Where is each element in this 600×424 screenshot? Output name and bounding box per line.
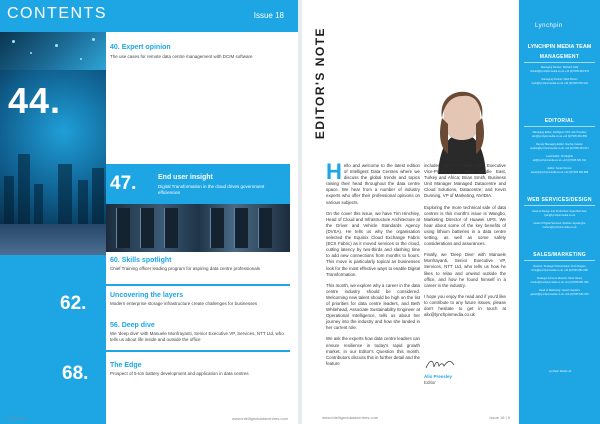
editor-portrait bbox=[418, 74, 506, 174]
lynchpin-logo: Lynchpin bbox=[535, 23, 563, 29]
team-line: Managing Partner: Richard Judd bbox=[540, 66, 579, 69]
team-line: ryan@lynchpinmedia.co.uk bbox=[543, 214, 576, 217]
paragraph: I hope you enjoy the read and if you'd like to contribute to any future issues, please don't hesitate to get in touch at alix@lynchpinmedia.co.uk bbox=[424, 293, 506, 318]
contents-page bbox=[0, 0, 298, 424]
team-section-web: WEB SERVICES/DESIGN bbox=[527, 197, 592, 203]
server-racks-image bbox=[106, 204, 290, 252]
contents-header bbox=[0, 0, 298, 32]
paragraph: includes input from Nabil Khalil, Executive Vice-President of R&M Middle East, Turkey and Africa; Brian Smith, Business Unit Manager Managed Datacentre and Cloud Solutions, Datacentre; and Kevin Dunning, VP of Marketing, NVIDIA. bbox=[424, 163, 506, 199]
team-line: roshan@lynchpinmedia.co.uk bbox=[542, 226, 577, 229]
divider bbox=[524, 260, 595, 261]
item-desc: Digital Transformation in the cloud drives government efficiencies bbox=[158, 184, 265, 195]
editors-note-title-wrap bbox=[310, 20, 327, 160]
contents-title: CONTENTS bbox=[7, 5, 107, 22]
item-number: 40. bbox=[110, 44, 120, 51]
team-line: mark@lynchpinmedia.co.uk +44 (0)7935 681 932 bbox=[531, 82, 588, 85]
team-line: Head of Digital Services: Roshan Jayasinghe bbox=[533, 222, 586, 225]
item-desc: Chief Training officer leading program for aspiring data centre professionals bbox=[110, 266, 260, 271]
team-line: Strategic Account Director: Mark Cleary bbox=[536, 277, 583, 280]
item-title-wrap bbox=[110, 362, 142, 369]
left-folio: 4 | Issue 18 bbox=[6, 416, 27, 421]
item-number: 60. bbox=[110, 257, 120, 264]
team-line: Managing Editor, Intelligent CXO: Alix Pressley bbox=[532, 131, 587, 134]
item-title: The Edge bbox=[110, 362, 142, 369]
divider bbox=[524, 126, 595, 127]
contents-item-40[interactable] bbox=[110, 44, 171, 51]
item-number: 47. bbox=[110, 173, 137, 194]
feature-desc: Go easy and get there – Network automation helps you the way ahead bbox=[218, 130, 292, 141]
item-title: Deep dive bbox=[121, 322, 155, 329]
team-line: Head of Marketing: Gareth Sanders bbox=[539, 289, 580, 292]
item-title: Skills spotlight bbox=[121, 257, 172, 264]
item-number: 51. bbox=[110, 195, 120, 202]
editorial-column-2 bbox=[424, 163, 506, 323]
network-image bbox=[0, 32, 106, 71]
team-line: sophie@lynchpinmedia.co.uk +44 (0)7935 681 817 bbox=[530, 147, 589, 150]
divider bbox=[524, 62, 595, 63]
team-line: gareth@lynchpinmedia.co.uk +44 (0)7935 681 819 bbox=[530, 293, 589, 296]
right-folio: Issue 18 | 5 bbox=[489, 415, 510, 420]
team-line: Director, Strategic Partnerships: Chris Rogers bbox=[533, 265, 586, 268]
right-footer-url: www.intelligentdatacentres.com bbox=[322, 415, 379, 420]
editors-note-title: EDITOR'S NOTE bbox=[313, 26, 327, 140]
item-desc: The use cases for remote data centre management with DCIM software bbox=[110, 54, 253, 59]
item-62-rule bbox=[106, 284, 290, 286]
signature-role: Editor bbox=[424, 380, 436, 385]
team-line: alix@lynchpinmedia.co.uk +44 (0)7935 681 883 bbox=[532, 135, 587, 138]
item-title: Intelligent technologies bbox=[121, 195, 200, 202]
signature bbox=[424, 357, 464, 371]
feature-title: Feature bbox=[266, 120, 292, 127]
paragraph: We ask the experts how data centre leaders can ensure resilience in today's rapid growth market, in our Editor's Question this month. Contributors discuss this in further detail and the feature bbox=[326, 336, 420, 366]
item-68-rule bbox=[106, 350, 290, 352]
drop-cap: H bbox=[326, 159, 342, 184]
desk-image bbox=[0, 224, 106, 255]
item-desc: We 'deep dive' with Manuele Monfrayanti, Senior Executive VP, Services, NTT Ltd, who tells us about life inside and outside the office bbox=[110, 331, 284, 342]
team-line: chris@lynchpinmedia.co.uk +44 (0)7935 681 808 bbox=[531, 269, 588, 272]
item-title: End user insight bbox=[158, 174, 213, 181]
item-desc: Prospect of 5-ton battery development and application in data centres bbox=[110, 371, 249, 376]
item-title-wrap bbox=[110, 292, 183, 299]
team-section-sales: SALES/MARKETING bbox=[533, 252, 586, 258]
edge-blue-box bbox=[0, 324, 106, 410]
paragraph: Finally, we 'Deep Dive' with Manuele Monfrayanti, Senior Executive VP, Services, NTT Ltd, who tells us how he likes to relax and unwind outside the office, and how he found himself in a career in the industry. bbox=[424, 252, 506, 288]
editorial-column-1 bbox=[326, 159, 420, 372]
team-line: Managing Partner: Mark Brown bbox=[541, 78, 578, 81]
item-number: 56. bbox=[110, 322, 120, 329]
team-title: LYNCHPIN MEDIA TEAM bbox=[527, 44, 592, 50]
item-title: Uncovering the layers bbox=[110, 292, 184, 299]
item-number: 62. bbox=[60, 293, 87, 314]
signature-name: Alix Pressley bbox=[424, 374, 453, 379]
team-line: Editor: Sarah Simms bbox=[547, 167, 572, 170]
paragraph: This month, we explore why a career in the data centre industry should be considered. Welcoming new talent should be high on the list of priorities for data centre leaders, and Beth Whitehead, Associate Sustainability Engineer at Operational Intelligence, tells us about her journey into the industry and how she landed in her current role. bbox=[326, 282, 420, 331]
team-section-editorial: EDITORIAL bbox=[544, 118, 575, 124]
team-sidebar bbox=[519, 0, 600, 424]
left-footer-url: www.intelligentdatacentres.com bbox=[231, 416, 288, 421]
contents-item-51[interactable] bbox=[110, 195, 200, 202]
issue-label: Issue 18 bbox=[253, 11, 284, 20]
paragraph: On the cover this issue, we have Tim Hinchley, Head of Cloud and Infrastructure Architecture at the Driver and Vehicle Standards Agency (DVSA). He tells us why the organisation selected the Equinix Cloud Exchange Fabric (ECX Fabric) as it moved services to the cloud, cutting latency by two-thirds and slashing time to add new connections from months to hours. This move is particularly topical as businesses look for the most effective ways to enable Digital Transformation. bbox=[326, 210, 420, 277]
item-number: 68. bbox=[62, 363, 89, 384]
contents-item-56[interactable] bbox=[110, 322, 155, 329]
paragraph: Exploring the more technical side of data centres is this month's issue is Wangbo, Marketing Director of Huawei UPS. We hear about some of the key benefits of using lithium batteries in a data centre setting, as well as some safety considerations and assurances. bbox=[424, 204, 506, 247]
team-line: ali@lynchpinmedia.co.uk +44 (0)7935 681 811 bbox=[532, 159, 587, 162]
team-line: Lead Editor: Ali Mughal bbox=[546, 155, 573, 158]
divider bbox=[524, 205, 595, 206]
blue-box bbox=[0, 255, 106, 324]
team-footer: Lynchpin Media Ltd bbox=[548, 370, 572, 373]
item-desc: Modern enterprise storage infrastructure create challenges for businesses bbox=[110, 301, 258, 306]
team-line: markc@lynchpinmedia.co.uk +44 (0)7935 681 825 bbox=[530, 281, 589, 284]
team-line: Head of Design and Production: Ryan Barnham bbox=[532, 210, 587, 213]
item-title: Expert opinion bbox=[121, 44, 171, 51]
team-line: richard@lynchpinmedia.co.uk +44 (0)7935 681 879 bbox=[530, 70, 589, 73]
contents-item-60[interactable] bbox=[110, 257, 171, 264]
team-line: sarah@lynchpinmedia.co.uk +44 (0)7935 681 808 bbox=[530, 171, 589, 174]
feature-number: 44. bbox=[8, 80, 62, 121]
editors-note-page bbox=[302, 0, 600, 424]
team-section-management: MANAGEMENT bbox=[539, 54, 580, 60]
team-line: Deputy Managing Editor: Sophie Casson bbox=[536, 143, 583, 146]
paragraph: ello and welcome to the latest edition of Intelligent Data Centres where we discuss the global trends and topics raising their head throughout the data centre space. We hear from a number of industry experts who offer their professional opinions on various subjects. bbox=[326, 163, 420, 205]
